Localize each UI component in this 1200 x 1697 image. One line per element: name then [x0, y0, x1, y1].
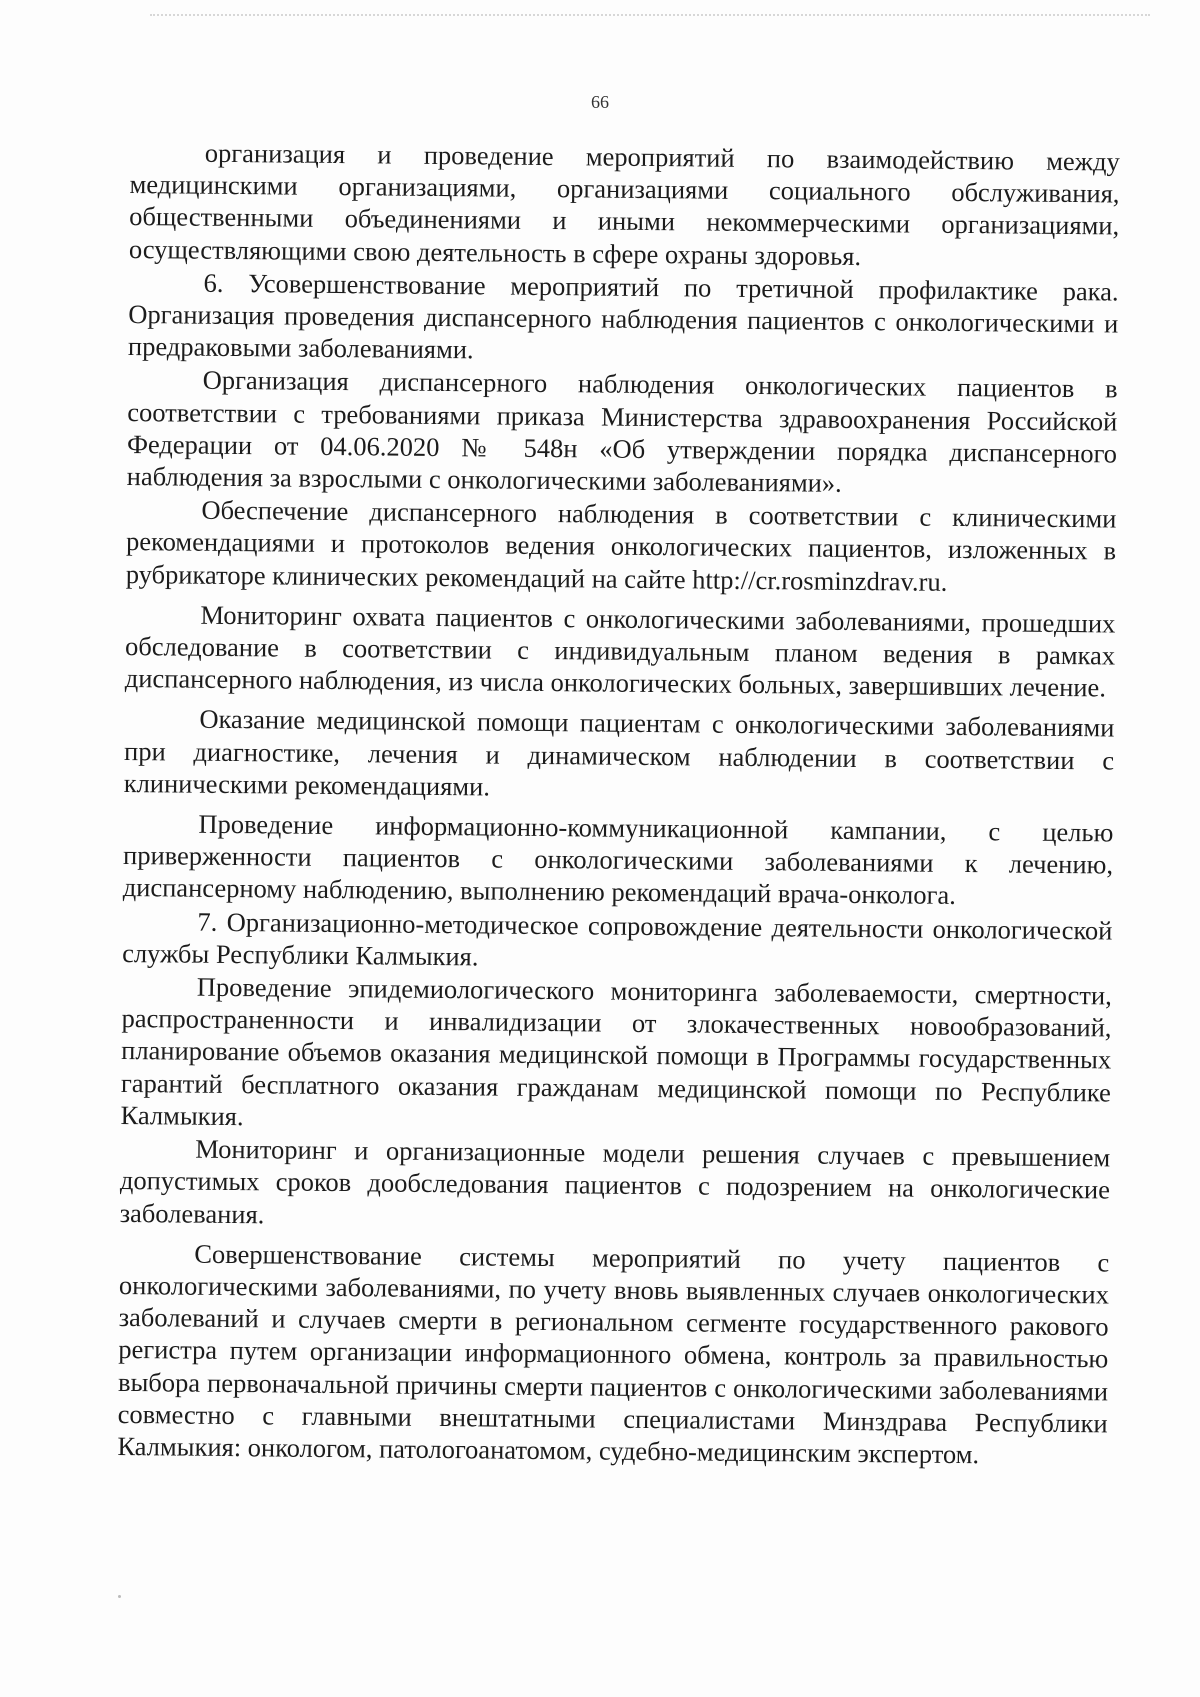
scan-artifact-line [150, 14, 1150, 16]
paragraph-7: Проведение информационно-коммуникационной кампании, с целью приверженности пациентов с онкологическими заболеваниями к лечению, диспансерному наблюдению, выполнению рекомендаций врача-онколога. [122, 808, 1114, 911]
paragraph-9: Проведение эпидемиологического мониторинга заболеваемости, смертности, распространенности и инвалидизации от злокачественных новообразований, планирование объемов оказания медицинской помощи в Программы государственных гарантий бесплатного оказания гражданам медицинской помощи по Республике Калмыкия. [120, 971, 1112, 1132]
paragraph-1: организация и проведение мероприятий по взаимодействию между медицинскими организациями, организациями социального обслуживания, общественными объединениями и иными некоммерческими организациями, осуществляющими свою деятельность в сфере охраны здоровья. [128, 137, 1120, 271]
paragraph-10: Мониторинг и организационные модели решения случаев с превышением допустимых сроков дообследования пациентов с подозрением на онкологические заболевания. [119, 1133, 1111, 1229]
paragraph-8-section-7-heading: 7. Организационно-методическое сопровождение деятельности онкологической службы Республики Калмыкия. [122, 906, 1113, 972]
paragraph-11: Совершенствование системы мероприятий по учету пациентов с онкологическими заболеваниями, по учету вновь выявленных случаев онкологических заболеваний и случаев смерти в региональном сегменте государственного ракового регистра путем организации информационного обмена, контроль за правильностью выбора первоначальной причины смерти пациентов с онкологическими заболеваниями совместно с главными внештатными специалистами Минздрава Республики Калмыкия: онкологом, патологоанатомом, судебно-медицинским экспертом. [117, 1238, 1110, 1470]
paragraph-5: Мониторинг охвата пациентов с онкологическими заболеваниями, прошедших обследование в соответствии с индивидуальным планом ведения в рамках диспансерного наблюдения, из числа онкологических больных, завершивших лечение. [124, 599, 1116, 703]
paragraph-6: Оказание медицинской помощи пациентам с онкологическими заболеваниями при диагностике, лечения и динамическом наблюдении в соответствии с клиническими рекомендациями. [123, 704, 1115, 802]
paragraph-2-section-6-heading: 6. Усовершенствование мероприятий по третичной профилактике рака. Организация проведения диспансерного наблюдения пациентов с онкологическими и предраковыми заболеваниями. [127, 267, 1119, 365]
paragraph-3: Организация диспансерного наблюдения онкологических пациентов в соответствии с требованиями приказа Министерства здравоохранения Российской Федерации от 04.06.2020 № 548н «Об утверждении порядка диспансерного наблюдения за взрослыми с онкологическими заболеваниями». [126, 365, 1118, 498]
scan-speck [118, 1595, 121, 1598]
document-body [117, 136, 1120, 1472]
paragraph-4: Обеспечение диспансерного наблюдения в соответствии с клиническими рекомендациями и протоколов ведения онкологических пациентов, изложенных в рубрикаторе клинических рекомендаций на сайте http://cr.rosminzdrav.ru. [125, 494, 1117, 597]
page-number: 66 [591, 92, 609, 112]
